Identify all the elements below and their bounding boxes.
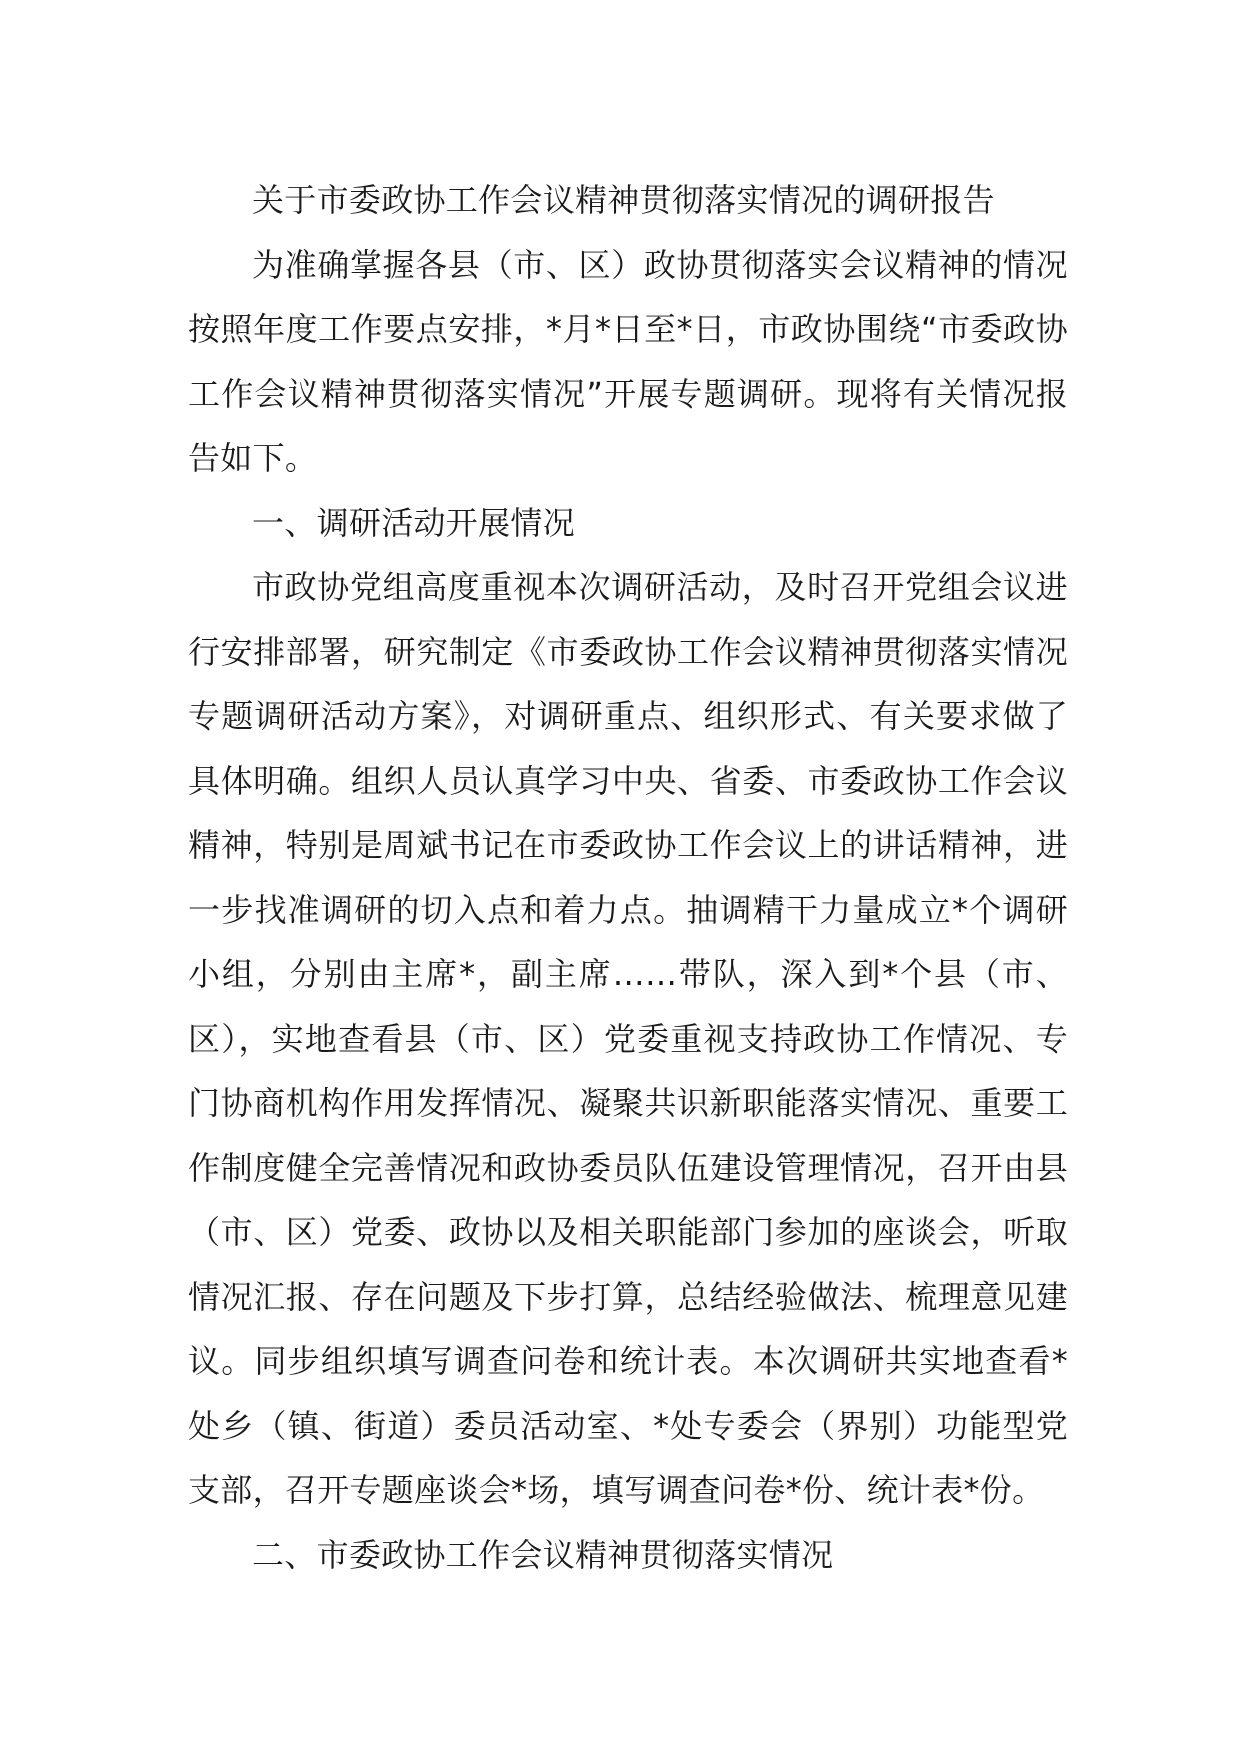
intro-paragraph: 为准确掌握各县（市、区）政协贯彻落实会议精神的情况按照年度工作要点安排，*月*日至*日，市政协围绕“市委政协工作会议精神贯彻落实情况”开展专题调研。现将有关情况报告如下。 bbox=[188, 245, 1068, 477]
document-body bbox=[188, 168, 1068, 1587]
section-1-paragraph: 市政协党组高度重视本次调研活动，及时召开党组会议进行安排部署，研究制定《市委政协工作会议精神贯彻落实情况专题调研活动方案》，对调研重点、组织形式、有关要求做了具体明确。组织人员认真学习中央、省委、市委政协工作会议精神，特别是周斌书记在市委政协工作会议上的讲话精神，进一步找准调研的切入点和着力点。抽调精干力量成立*个调研小组，分别由主席*，副主席……带队，深入到*个县（市、区），实地查看县（市、区）党委重视支持政协工作情况、专门协商机构作用发挥情况、凝聚共识新职能落实情况、重要工作制度健全完善情况和政协委员队伍建设管理情况，召开由县（市、区）党委、政协以及相关职能部门参加的座谈会，听取情况汇报、存在问题及下步打算，总结经验做法、梳理意见建议。同步组织填写调查问卷和统计表。本次调研共实地查看*处乡（镇、街道）委员活动室、*处专委会（界别）功能型党支部，召开专题座谈会*场，填写调查问卷*份、统计表*份。 bbox=[188, 568, 1068, 1509]
section-1-heading: 一、调研活动开展情况 bbox=[252, 503, 576, 542]
document-title: 关于市委政协工作会议精神贯彻落实情况的调研报告 bbox=[252, 181, 995, 219]
section-2-heading: 二、市委政协工作会议精神贯彻落实情况 bbox=[252, 1535, 834, 1574]
